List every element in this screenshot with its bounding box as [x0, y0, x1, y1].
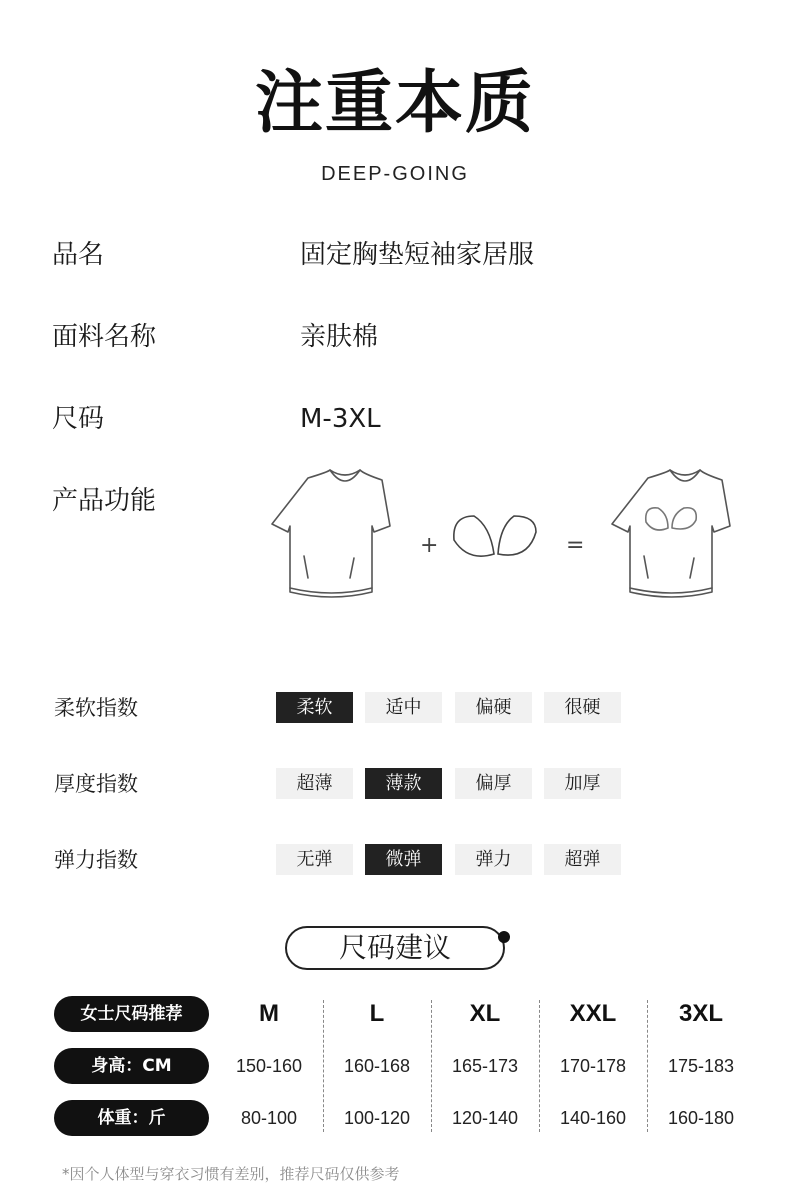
height-cell-l: 160-168: [343, 1056, 411, 1076]
row-label-height: 身高：CM: [54, 1048, 209, 1084]
thickness-option-thin: 薄款: [365, 768, 442, 799]
height-cell-m: 150-160: [235, 1056, 303, 1076]
elasticity-option-super: 超弹: [544, 844, 621, 875]
weight-cell-l: 100-120: [343, 1108, 411, 1128]
thickness-option-ultra-thin: 超薄: [276, 768, 353, 799]
elasticity-option-slight: 微弹: [365, 844, 442, 875]
row-label-size-recommend: 女士尺码推荐: [54, 996, 209, 1032]
weight-cell-xxl: 140-160: [559, 1108, 627, 1128]
elasticity-option-none: 无弹: [276, 844, 353, 875]
spec-label-name: 品名: [52, 240, 105, 270]
tshirt-with-pads-icon: [612, 470, 730, 597]
size-header-3xl: 3XL: [678, 1000, 723, 1027]
height-cell-3xl: 175-183: [667, 1056, 735, 1076]
index-label-softness: 柔软指数: [54, 696, 138, 720]
spec-value-fabric: 亲肤棉: [300, 322, 379, 352]
tshirt-icon: [272, 470, 390, 597]
softness-option-firm: 偏硬: [455, 692, 532, 723]
spec-label-function: 产品功能: [52, 486, 157, 516]
product-function-diagram: [268, 466, 738, 606]
spec-label-size: 尺码: [52, 404, 105, 434]
page-title: 注重本质: [254, 64, 535, 143]
size-header-xl: XL: [469, 1000, 501, 1027]
softness-option-soft: 柔软: [276, 692, 353, 723]
elasticity-option-stretch: 弹力: [455, 844, 532, 875]
title-dot-decoration: [498, 931, 510, 943]
size-footnote: *因个人体型与穿衣习惯有差别，推荐尺码仅供参考: [62, 1165, 400, 1183]
size-header-m: M: [259, 1000, 279, 1027]
softness-option-very-firm: 很硬: [544, 692, 621, 723]
plus-sign: +: [420, 533, 439, 558]
page-subtitle: DEEP-GOING: [321, 163, 469, 185]
equals-sign: =: [566, 533, 585, 558]
thickness-option-thick: 偏厚: [455, 768, 532, 799]
row-label-weight: 体重：斤: [54, 1100, 209, 1136]
index-label-elasticity: 弹力指数: [54, 848, 138, 872]
spec-value-name: 固定胸垫短袖家居服: [300, 240, 535, 270]
weight-cell-xl: 120-140: [451, 1108, 519, 1128]
height-cell-xl: 165-173: [451, 1056, 519, 1076]
spec-value-size: M-3XL: [300, 404, 381, 434]
softness-option-medium: 适中: [365, 692, 442, 723]
bra-pad-icon: [454, 516, 536, 556]
size-header-l: L: [369, 1000, 385, 1027]
index-label-thickness: 厚度指数: [54, 772, 138, 796]
spec-label-fabric: 面料名称: [52, 322, 157, 352]
height-cell-xxl: 170-178: [559, 1056, 627, 1076]
weight-cell-m: 80-100: [240, 1108, 298, 1128]
weight-cell-3xl: 160-180: [667, 1108, 735, 1128]
thickness-option-extra-thick: 加厚: [544, 768, 621, 799]
size-header-xxl: XXL: [569, 1000, 617, 1027]
size-section-title: 尺码建议: [285, 926, 505, 970]
